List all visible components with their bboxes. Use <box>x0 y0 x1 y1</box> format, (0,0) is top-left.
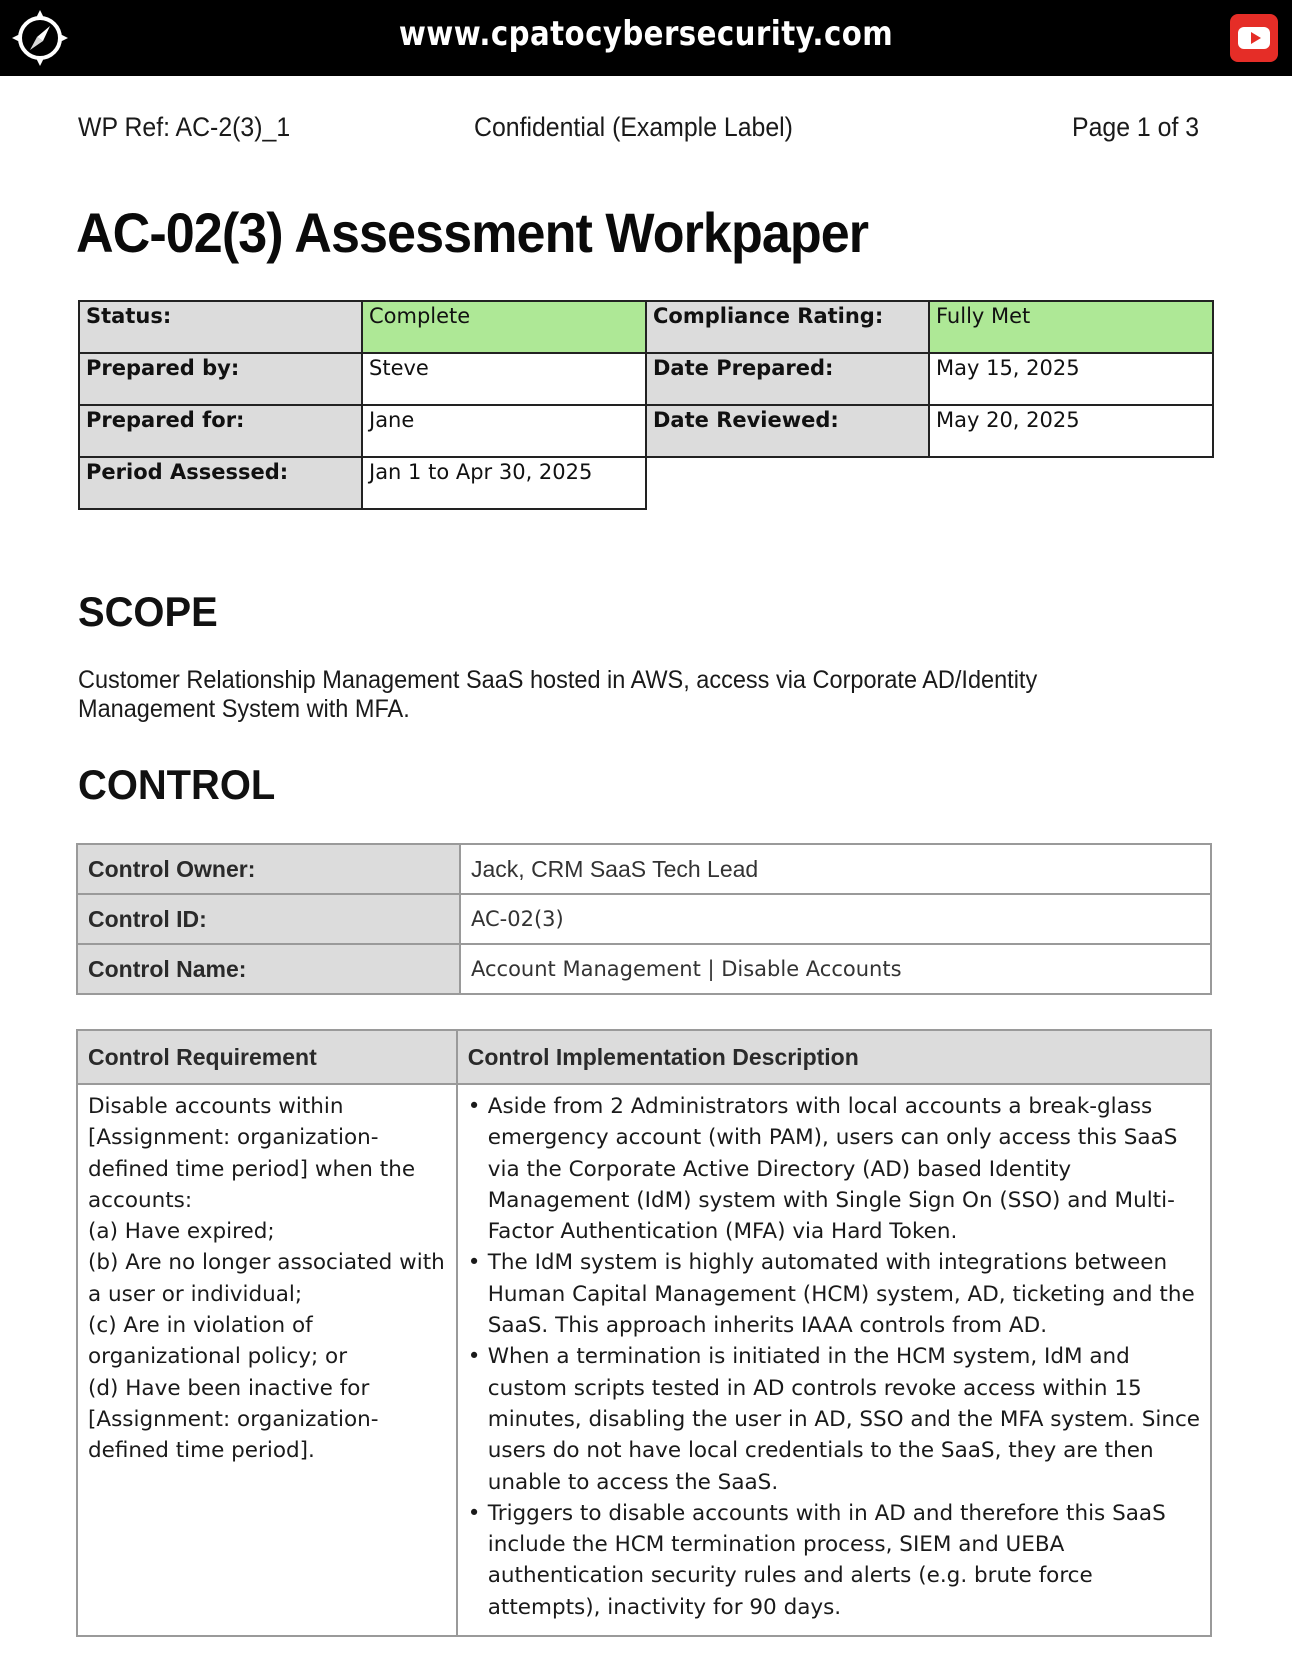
page-title: AC-02(3) Assessment Workpaper <box>76 201 869 264</box>
requirement-line: accounts: <box>88 1187 193 1213</box>
scope-text <box>78 666 1215 724</box>
date-reviewed-label: Date Reviewed: <box>646 405 929 457</box>
control-implementation-header: Control Implementation Description <box>457 1030 1211 1084</box>
date-reviewed-value: May 20, 2025 <box>929 405 1213 457</box>
bullet-line: users do not have local credentials to the SaaS, they are then <box>487 1438 1154 1464</box>
requirement-line: [Assignment: organization- <box>88 1406 379 1432</box>
prepared-by-value: Steve <box>362 353 646 405</box>
scope-line: Management System with MFA. <box>78 695 410 723</box>
control-name-label: Control Name: <box>77 944 460 994</box>
requirement-line: Disable accounts within <box>88 1094 344 1119</box>
compliance-rating-label: Compliance Rating: <box>646 301 929 353</box>
table-header-row <box>77 1030 1211 1084</box>
bullet-line: attempts), inactivity for 90 days. <box>487 1594 842 1620</box>
implementation-bullet <box>488 1247 1200 1341</box>
bullet-line: authentication security rules and alerts (e.g. brute force <box>487 1563 1093 1589</box>
scope-heading: SCOPE <box>78 588 218 635</box>
prepared-for-value: Jane <box>362 405 646 457</box>
control-table <box>76 843 1212 995</box>
table-row <box>77 844 1211 894</box>
requirement-line: (c) Are in violation of <box>88 1313 313 1339</box>
table-row <box>79 301 1213 353</box>
bullet-line: unable to access the SaaS. <box>487 1469 779 1495</box>
implementation-bullet <box>488 1091 1200 1247</box>
bullet-line: Management (IdM) system with Single Sign On (SSO) and Multi- <box>487 1187 1175 1213</box>
control-implementation-text <box>457 1084 1211 1636</box>
prepared-by-label: Prepared by: <box>79 353 362 405</box>
workpaper-info-table <box>78 300 1214 510</box>
bullet-line: emergency account (with PAM), users can only access this SaaS <box>487 1125 1178 1151</box>
control-owner-label: Control Owner: <box>77 844 460 894</box>
control-name-value: Account Management | Disable Accounts <box>460 944 1211 994</box>
wp-ref: WP Ref: AC-2(3)_1 <box>78 112 291 142</box>
prepared-for-label: Prepared for: <box>79 405 362 457</box>
requirement-line: [Assignment: organization- <box>88 1125 379 1151</box>
date-prepared-value: May 15, 2025 <box>929 353 1213 405</box>
top-banner <box>0 0 1292 76</box>
table-row <box>79 405 1213 457</box>
youtube-icon[interactable] <box>1230 14 1278 62</box>
requirements-table <box>76 1029 1212 1637</box>
page-number: Page 1 of 3 <box>1072 112 1200 142</box>
requirement-line: organizational policy; or <box>88 1344 348 1370</box>
classification-label: Confidential (Example Label) <box>474 112 793 142</box>
bullet-line: Human Capital Management (HCM) system, AD, ticketing and the <box>487 1281 1195 1307</box>
bullet-line: minutes, disabling the user in AD, SSO and the MFA system. Since <box>487 1406 1200 1432</box>
bullet-line: Factor Authentication (MFA) via Hard Token. <box>487 1219 958 1245</box>
period-assessed-value: Jan 1 to Apr 30, 2025 <box>362 457 646 509</box>
implementation-bullet-list <box>468 1091 1200 1623</box>
control-requirement-text <box>77 1084 457 1636</box>
bullet-line: via the Corporate Active Directory (AD) based Identity <box>487 1156 1072 1182</box>
date-prepared-label: Date Prepared: <box>646 353 929 405</box>
implementation-bullet <box>488 1498 1200 1623</box>
site-url[interactable]: www.cpatocybersecurity.com <box>398 14 894 54</box>
control-owner-value: Jack, CRM SaaS Tech Lead <box>460 844 1211 894</box>
table-row <box>77 1084 1211 1636</box>
period-assessed-label: Period Assessed: <box>79 457 362 509</box>
implementation-bullet <box>488 1341 1200 1497</box>
scope-line: Customer Relationship Management SaaS hosted in AWS, access via Corporate AD/Identity <box>78 666 1038 694</box>
requirement-line: (d) Have been inactive for <box>88 1375 370 1401</box>
compass-icon[interactable] <box>10 8 70 68</box>
table-row <box>79 457 1213 509</box>
bullet-line: • Triggers to disable accounts with in AD and therefore this SaaS <box>487 1500 1166 1526</box>
table-row <box>77 894 1211 944</box>
control-requirement-header: Control Requirement <box>77 1030 457 1084</box>
bullet-line: custom scripts tested in AD controls revoke access within 15 <box>487 1375 1142 1401</box>
empty-cell <box>646 457 929 509</box>
empty-cell <box>929 457 1213 509</box>
bullet-line: • Aside from 2 Administrators with local accounts a break-glass <box>487 1094 1153 1119</box>
requirement-line: (a) Have expired; <box>88 1219 275 1245</box>
requirement-line: defined time period] when the <box>88 1156 416 1182</box>
bullet-line: include the HCM termination process, SIEM and UEBA <box>487 1532 1065 1558</box>
bullet-line: • When a termination is initiated in the HCM system, IdM and <box>487 1344 1130 1370</box>
requirement-line: a user or individual; <box>88 1281 303 1307</box>
control-id-value: AC-02(3) <box>460 894 1211 944</box>
control-heading: CONTROL <box>78 761 276 808</box>
requirement-line: (b) Are no longer associated with <box>88 1250 445 1276</box>
table-row <box>77 944 1211 994</box>
requirement-line: defined time period]. <box>88 1438 315 1464</box>
status-label: Status: <box>79 301 362 353</box>
compliance-rating-value: Fully Met <box>929 301 1213 353</box>
table-row <box>79 353 1213 405</box>
bullet-line: SaaS. This approach inherits IAAA controls from AD. <box>487 1313 1048 1339</box>
status-value: Complete <box>362 301 646 353</box>
control-id-label: Control ID: <box>77 894 460 944</box>
bullet-line: • The IdM system is highly automated with integrations between <box>487 1250 1168 1276</box>
